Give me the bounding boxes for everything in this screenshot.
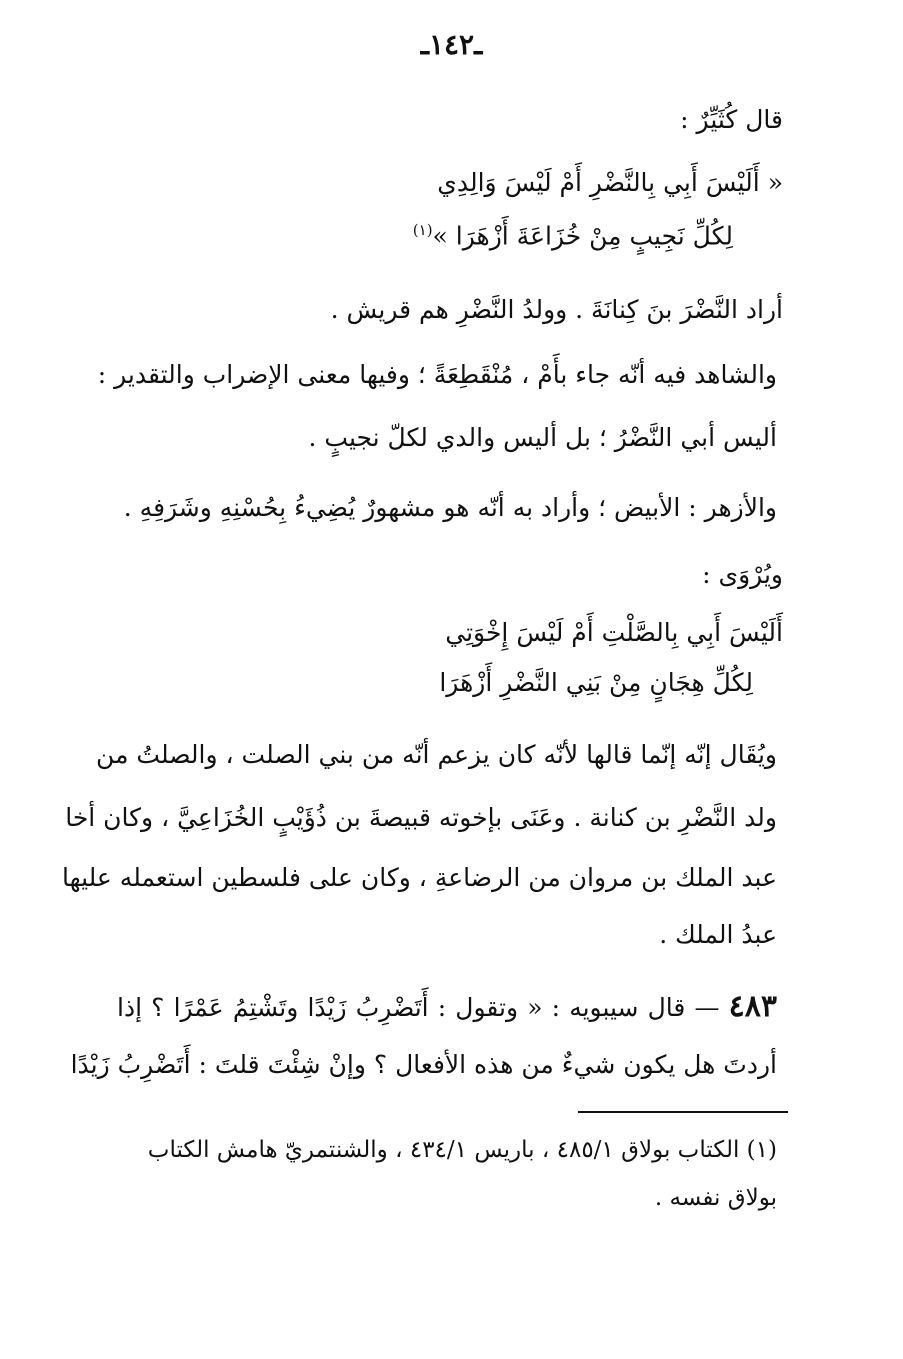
text-line-13: عبد الملك بن مروان من الرضاعةِ ، وكان على فلسطين استعمله عليها xyxy=(61,863,777,892)
verse-line-1: « أَلَيْسَ أَبِي بِالنَّضْرِ أَمْ لَيْسَ وَالِدِي xyxy=(437,168,783,197)
footnote-divider xyxy=(578,1111,788,1113)
entry-number: ٤٨٣ xyxy=(728,989,777,1024)
text-line-8: ويُرْوَى : xyxy=(702,560,783,589)
verse-line-4: لِكُلِّ هِجَانٍ مِنْ بَنِي النَّضْرِ أَزْهَرَا xyxy=(439,668,753,697)
text-line-1: قال كُثَيِّرٌ : xyxy=(680,105,783,134)
footnote-line-1: (١) الكتاب بولاق ٤٨٥/١ ، باريس ٤٣٤/١ ، والشنتمريّ هامش الكتاب xyxy=(147,1137,777,1163)
verse-line-3: أَلَيْسَ أَبِي بِالصَّلْتِ أَمْ لَيْسَ إِخْوَتِي xyxy=(445,618,783,647)
text-line-15 xyxy=(117,987,777,1028)
text-line-7: والأزهر : الأبيض ؛ وأراد به أنّه هو مشهورٌ يُضِيءُ بِحُسْنِهِ وشَرَفِهِ . xyxy=(123,493,777,522)
footnote-line-2: بولاق نفسه . xyxy=(654,1185,777,1211)
footnote-marker[interactable]: (١) xyxy=(412,221,433,239)
verse-line-2 xyxy=(73,210,733,256)
text-line-12: ولد النَّضْرِ بن كنانة . وعَنَى بإخوته قبيصةَ بن ذُؤَيْبٍ الخُزَاعِيَّ ، وكان أخا xyxy=(65,803,777,832)
text-line-14: عبدُ الملك . xyxy=(659,920,777,949)
text-line-4: أراد النَّضْرَ بنَ كِنانَةَ . وولدُ النَّضْرِ هم قريش . xyxy=(330,295,783,324)
verse-line-2-text: لِكُلِّ نَجِيبٍ مِنْ خُزَاعَةَ أَزْهَرَا » xyxy=(432,221,733,251)
page-number: ـ١٤٢ـ xyxy=(420,28,483,61)
text-line-6: أليس أبي النَّضْرُ ؛ بل أليس والدي لكلّ نجيبٍ . xyxy=(308,423,777,452)
text-line-16: أردتَ هل يكون شيءٌ من هذه الأفعال ؟ وإنْ شِئْتَ قلتَ : أَتَضْرِبُ زَيْدًا xyxy=(70,1050,777,1079)
text-line-5: والشاهد فيه أنّه جاء بأَمْ ، مُنْقَطِعَةً ؛ وفيها معنى الإضراب والتقدير : xyxy=(97,360,777,389)
text-line-11: ويُقَال إنّه إنّما قالها لأنّه كان يزعم أنّه من بني الصلت ، والصلتُ من xyxy=(96,740,777,769)
text-line-15-text: — قال سيبويه : « وتقول : أَتَضْرِبُ زَيْدًا وتَشْتِمُ عَمْرًا ؟ إذا xyxy=(117,993,720,1022)
